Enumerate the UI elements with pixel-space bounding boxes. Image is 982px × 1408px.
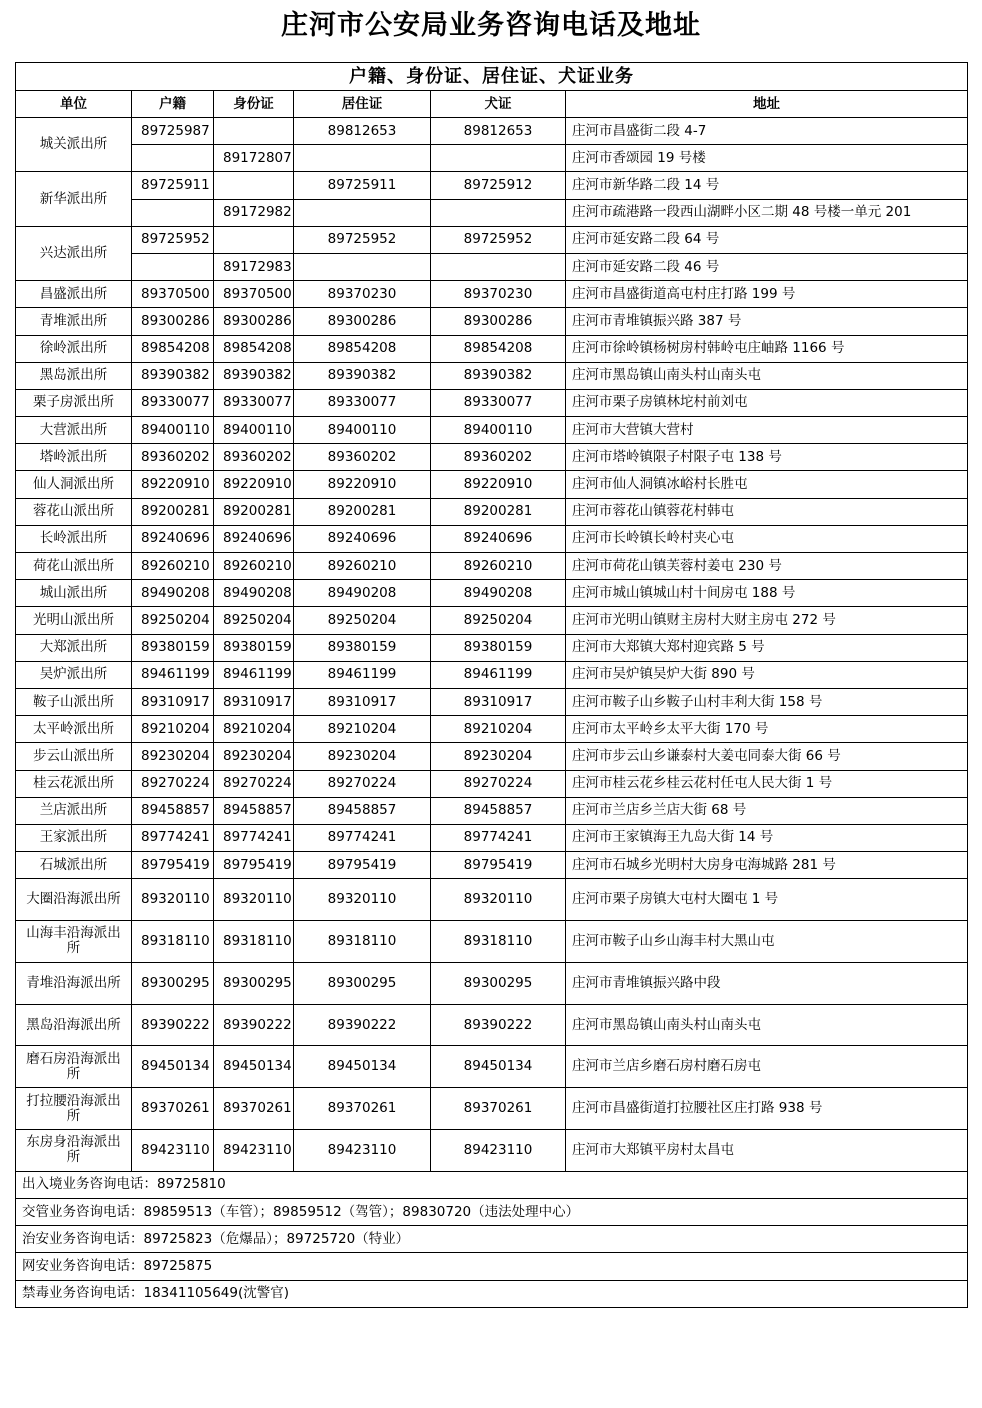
cell-residence-permit: 89220910 — [294, 471, 431, 498]
table-row — [16, 1046, 968, 1088]
cell-id-card: 89370500 — [214, 281, 294, 308]
cell-residence-permit: 89240696 — [294, 525, 431, 552]
cell-unit: 兰店派出所 — [16, 797, 132, 824]
cell-residence-permit — [294, 253, 431, 280]
cell-id-card: 89390382 — [214, 362, 294, 389]
cell-address: 庄河市黑岛镇山南头村山南头屯 — [566, 362, 968, 389]
cell-dog-license: 89423110 — [431, 1130, 566, 1172]
cell-unit: 大营派出所 — [16, 417, 132, 444]
cell-huji: 89725987 — [132, 118, 214, 145]
table-row — [16, 797, 968, 824]
cell-unit: 东房身沿海派出所 — [16, 1130, 132, 1172]
cell-residence-permit — [294, 199, 431, 226]
cell-unit: 光明山派出所 — [16, 607, 132, 634]
table-row — [16, 145, 968, 172]
cell-address: 庄河市大郑镇大郑村迎宾路 5 号 — [566, 634, 968, 661]
cell-id-card: 89200281 — [214, 498, 294, 525]
cell-huji: 89390382 — [132, 362, 214, 389]
cell-address: 庄河市栗子房镇大屯村大圈屯 1 号 — [566, 879, 968, 921]
section-title: 户籍、身份证、居住证、犬证业务 — [16, 63, 968, 91]
column-header-row — [16, 91, 968, 118]
cell-dog-license: 89300286 — [431, 308, 566, 335]
cell-residence-permit: 89774241 — [294, 824, 431, 851]
table-row — [16, 553, 968, 580]
cell-residence-permit: 89450134 — [294, 1046, 431, 1088]
table-row — [16, 281, 968, 308]
cell-residence-permit: 89812653 — [294, 118, 431, 145]
cell-residence-permit — [294, 145, 431, 172]
cell-dog-license: 89318110 — [431, 921, 566, 963]
cell-address: 庄河市荷花山镇芙蓉村姜屯 230 号 — [566, 553, 968, 580]
cell-id-card: 89260210 — [214, 553, 294, 580]
cell-unit: 仙人洞派出所 — [16, 471, 132, 498]
table-row — [16, 580, 968, 607]
cell-residence-permit: 89370230 — [294, 281, 431, 308]
cell-dog-license — [431, 199, 566, 226]
cell-dog-license: 89795419 — [431, 852, 566, 879]
table-row — [16, 921, 968, 963]
cell-huji: 89423110 — [132, 1130, 214, 1172]
table-row — [16, 1004, 968, 1046]
cell-residence-permit: 89270224 — [294, 770, 431, 797]
cell-address: 庄河市鞍子山乡鞍子山村丰利大街 158 号 — [566, 688, 968, 715]
cell-id-card: 89320110 — [214, 879, 294, 921]
footer-row — [16, 1280, 968, 1307]
cell-address: 庄河市青堆镇振兴路中段 — [566, 962, 968, 1004]
cell-id-card: 89210204 — [214, 716, 294, 743]
cell-dog-license: 89240696 — [431, 525, 566, 552]
column-header-id-card: 身份证 — [214, 91, 294, 118]
cell-id-card: 89300295 — [214, 962, 294, 1004]
cell-huji: 89725911 — [132, 172, 214, 199]
table-row — [16, 607, 968, 634]
footer-text: 交管业务咨询电话：89859513（车管）；89859512（驾管）；89830720（违法处理中心） — [16, 1199, 968, 1226]
cell-residence-permit: 89390382 — [294, 362, 431, 389]
cell-residence-permit: 89854208 — [294, 335, 431, 362]
cell-huji: 89310917 — [132, 688, 214, 715]
cell-unit: 荷花山派出所 — [16, 553, 132, 580]
cell-dog-license: 89370230 — [431, 281, 566, 308]
cell-address: 庄河市城山镇城山村十间房屯 188 号 — [566, 580, 968, 607]
cell-address: 庄河市兰店乡磨石房村磨石房屯 — [566, 1046, 968, 1088]
cell-residence-permit: 89423110 — [294, 1130, 431, 1172]
table-row — [16, 1088, 968, 1130]
table-row — [16, 824, 968, 851]
section-header-row — [16, 63, 968, 91]
cell-residence-permit: 89318110 — [294, 921, 431, 963]
cell-residence-permit: 89320110 — [294, 879, 431, 921]
cell-huji: 89230204 — [132, 743, 214, 770]
cell-id-card: 89172982 — [214, 199, 294, 226]
table-row — [16, 498, 968, 525]
cell-dog-license: 89400110 — [431, 417, 566, 444]
cell-address: 庄河市昌盛街道打拉腰社区庄打路 938 号 — [566, 1088, 968, 1130]
cell-huji: 89360202 — [132, 444, 214, 471]
cell-id-card: 89330077 — [214, 389, 294, 416]
cell-residence-permit: 89300295 — [294, 962, 431, 1004]
cell-id-card — [214, 118, 294, 145]
cell-unit: 步云山派出所 — [16, 743, 132, 770]
cell-id-card: 89795419 — [214, 852, 294, 879]
cell-id-card: 89220910 — [214, 471, 294, 498]
cell-unit: 大圈沿海派出所 — [16, 879, 132, 921]
footer-text: 网安业务咨询电话：89725875 — [16, 1253, 968, 1280]
cell-id-card: 89450134 — [214, 1046, 294, 1088]
cell-unit: 塔岭派出所 — [16, 444, 132, 471]
cell-residence-permit: 89400110 — [294, 417, 431, 444]
cell-address: 庄河市疏港路一段西山湖畔小区二期 48 号楼一单元 201 — [566, 199, 968, 226]
cell-id-card: 89172983 — [214, 253, 294, 280]
cell-id-card: 89230204 — [214, 743, 294, 770]
table-row — [16, 525, 968, 552]
cell-dog-license: 89220910 — [431, 471, 566, 498]
cell-unit: 昌盛派出所 — [16, 281, 132, 308]
cell-residence-permit: 89210204 — [294, 716, 431, 743]
cell-residence-permit: 89330077 — [294, 389, 431, 416]
cell-dog-license: 89390222 — [431, 1004, 566, 1046]
cell-residence-permit: 89490208 — [294, 580, 431, 607]
cell-huji: 89490208 — [132, 580, 214, 607]
table-row — [16, 661, 968, 688]
column-header-huji: 户籍 — [132, 91, 214, 118]
cell-unit: 长岭派出所 — [16, 525, 132, 552]
cell-residence-permit: 89230204 — [294, 743, 431, 770]
cell-address: 庄河市青堆镇振兴路 387 号 — [566, 308, 968, 335]
cell-huji: 89220910 — [132, 471, 214, 498]
table-row — [16, 199, 968, 226]
table-row — [16, 389, 968, 416]
cell-residence-permit: 89725911 — [294, 172, 431, 199]
cell-id-card: 89461199 — [214, 661, 294, 688]
cell-address: 庄河市大营镇大营村 — [566, 417, 968, 444]
cell-address: 庄河市长岭镇长岭村夹心屯 — [566, 525, 968, 552]
cell-id-card: 89490208 — [214, 580, 294, 607]
cell-id-card: 89370261 — [214, 1088, 294, 1130]
table-row — [16, 471, 968, 498]
cell-huji: 89854208 — [132, 335, 214, 362]
cell-address: 庄河市延安路二段 64 号 — [566, 226, 968, 253]
cell-address: 庄河市延安路二段 46 号 — [566, 253, 968, 280]
cell-id-card: 89318110 — [214, 921, 294, 963]
cell-unit: 新华派出所 — [16, 172, 132, 226]
cell-huji — [132, 145, 214, 172]
column-header-address: 地址 — [566, 91, 968, 118]
cell-address: 庄河市太平岭乡太平大街 170 号 — [566, 716, 968, 743]
cell-huji — [132, 253, 214, 280]
cell-huji: 89260210 — [132, 553, 214, 580]
cell-unit: 鞍子山派出所 — [16, 688, 132, 715]
cell-address: 庄河市香颂园 19 号楼 — [566, 145, 968, 172]
cell-dog-license: 89360202 — [431, 444, 566, 471]
cell-huji: 89330077 — [132, 389, 214, 416]
table-row — [16, 118, 968, 145]
cell-huji: 89320110 — [132, 879, 214, 921]
cell-id-card: 89360202 — [214, 444, 294, 471]
cell-unit: 石城派出所 — [16, 852, 132, 879]
cell-huji: 89461199 — [132, 661, 214, 688]
cell-unit: 太平岭派出所 — [16, 716, 132, 743]
cell-huji: 89270224 — [132, 770, 214, 797]
table-row — [16, 716, 968, 743]
cell-huji: 89300286 — [132, 308, 214, 335]
cell-huji: 89300295 — [132, 962, 214, 1004]
cell-unit: 黑岛沿海派出所 — [16, 1004, 132, 1046]
cell-id-card: 89172807 — [214, 145, 294, 172]
cell-dog-license: 89490208 — [431, 580, 566, 607]
cell-residence-permit: 89310917 — [294, 688, 431, 715]
table-row — [16, 634, 968, 661]
cell-address: 庄河市黑岛镇山南头村山南头屯 — [566, 1004, 968, 1046]
table-row — [16, 362, 968, 389]
footer-text: 治安业务咨询电话：89725823（危爆品）；89725720（特业） — [16, 1226, 968, 1253]
footer-row — [16, 1171, 968, 1198]
cell-huji: 89200281 — [132, 498, 214, 525]
cell-id-card: 89270224 — [214, 770, 294, 797]
cell-address: 庄河市鞍子山乡山海丰村大黑山屯 — [566, 921, 968, 963]
cell-dog-license: 89250204 — [431, 607, 566, 634]
cell-huji: 89380159 — [132, 634, 214, 661]
cell-dog-license: 89390382 — [431, 362, 566, 389]
cell-huji: 89458857 — [132, 797, 214, 824]
cell-dog-license: 89725912 — [431, 172, 566, 199]
cell-unit: 山海丰沿海派出所 — [16, 921, 132, 963]
cell-residence-permit: 89250204 — [294, 607, 431, 634]
table-row — [16, 417, 968, 444]
cell-huji: 89725952 — [132, 226, 214, 253]
cell-dog-license: 89725952 — [431, 226, 566, 253]
cell-huji: 89210204 — [132, 716, 214, 743]
cell-id-card: 89458857 — [214, 797, 294, 824]
cell-dog-license: 89320110 — [431, 879, 566, 921]
cell-dog-license: 89370261 — [431, 1088, 566, 1130]
column-header-unit: 单位 — [16, 91, 132, 118]
cell-unit: 磨石房沿海派出所 — [16, 1046, 132, 1088]
column-header-residence-permit: 居住证 — [294, 91, 431, 118]
cell-address: 庄河市兰店乡兰店大街 68 号 — [566, 797, 968, 824]
table-row — [16, 226, 968, 253]
table-row — [16, 688, 968, 715]
page-title: 庄河市公安局业务咨询电话及地址 — [281, 10, 701, 41]
cell-id-card: 89400110 — [214, 417, 294, 444]
cell-huji: 89318110 — [132, 921, 214, 963]
table-row — [16, 335, 968, 362]
cell-address: 庄河市昌盛街道高屯村庄打路 199 号 — [566, 281, 968, 308]
table-row — [16, 962, 968, 1004]
table-row — [16, 879, 968, 921]
cell-address: 庄河市大郑镇平房村太昌屯 — [566, 1130, 968, 1172]
cell-dog-license — [431, 253, 566, 280]
table-row — [16, 1130, 968, 1172]
cell-residence-permit: 89300286 — [294, 308, 431, 335]
cell-huji: 89400110 — [132, 417, 214, 444]
cell-id-card: 89390222 — [214, 1004, 294, 1046]
cell-unit: 大郑派出所 — [16, 634, 132, 661]
footer-row — [16, 1253, 968, 1280]
cell-dog-license: 89330077 — [431, 389, 566, 416]
cell-id-card: 89300286 — [214, 308, 294, 335]
cell-id-card — [214, 172, 294, 199]
cell-unit: 兴达派出所 — [16, 226, 132, 280]
cell-dog-license — [431, 145, 566, 172]
cell-dog-license: 89812653 — [431, 118, 566, 145]
cell-residence-permit: 89390222 — [294, 1004, 431, 1046]
table-row — [16, 770, 968, 797]
cell-unit: 王家派出所 — [16, 824, 132, 851]
table-row — [16, 852, 968, 879]
cell-address: 庄河市步云山乡谦泰村大姜屯同泰大街 66 号 — [566, 743, 968, 770]
cell-unit: 黑岛派出所 — [16, 362, 132, 389]
cell-dog-license: 89310917 — [431, 688, 566, 715]
cell-dog-license: 89854208 — [431, 335, 566, 362]
cell-id-card: 89774241 — [214, 824, 294, 851]
cell-dog-license: 89210204 — [431, 716, 566, 743]
cell-huji: 89370500 — [132, 281, 214, 308]
cell-unit: 城关派出所 — [16, 118, 132, 172]
cell-dog-license: 89200281 — [431, 498, 566, 525]
cell-id-card: 89240696 — [214, 525, 294, 552]
cell-id-card: 89380159 — [214, 634, 294, 661]
cell-residence-permit: 89200281 — [294, 498, 431, 525]
cell-huji: 89250204 — [132, 607, 214, 634]
cell-residence-permit: 89380159 — [294, 634, 431, 661]
cell-id-card: 89854208 — [214, 335, 294, 362]
cell-residence-permit: 89795419 — [294, 852, 431, 879]
cell-id-card: 89250204 — [214, 607, 294, 634]
cell-huji — [132, 199, 214, 226]
cell-residence-permit: 89458857 — [294, 797, 431, 824]
cell-residence-permit: 89461199 — [294, 661, 431, 688]
cell-huji: 89450134 — [132, 1046, 214, 1088]
column-header-dog-license: 犬证 — [431, 91, 566, 118]
table-row — [16, 308, 968, 335]
cell-address: 庄河市昌盛街二段 4-7 — [566, 118, 968, 145]
cell-unit: 青堆派出所 — [16, 308, 132, 335]
cell-dog-license: 89774241 — [431, 824, 566, 851]
cell-unit: 吴炉派出所 — [16, 661, 132, 688]
cell-huji: 89390222 — [132, 1004, 214, 1046]
cell-unit: 打拉腰沿海派出所 — [16, 1088, 132, 1130]
cell-address: 庄河市吴炉镇吴炉大街 890 号 — [566, 661, 968, 688]
cell-dog-license: 89270224 — [431, 770, 566, 797]
cell-residence-permit: 89725952 — [294, 226, 431, 253]
cell-huji: 89240696 — [132, 525, 214, 552]
cell-dog-license: 89450134 — [431, 1046, 566, 1088]
cell-dog-license: 89300295 — [431, 962, 566, 1004]
cell-address: 庄河市蓉花山镇蓉花村韩屯 — [566, 498, 968, 525]
cell-huji: 89795419 — [132, 852, 214, 879]
cell-huji: 89774241 — [132, 824, 214, 851]
cell-unit: 徐岭派出所 — [16, 335, 132, 362]
footer-text: 禁毒业务咨询电话：18341105649(沈警官) — [16, 1280, 968, 1307]
table-row — [16, 444, 968, 471]
cell-dog-license: 89230204 — [431, 743, 566, 770]
cell-dog-license: 89260210 — [431, 553, 566, 580]
cell-id-card — [214, 226, 294, 253]
cell-address: 庄河市新华路二段 14 号 — [566, 172, 968, 199]
table-row — [16, 743, 968, 770]
cell-unit: 蓉花山派出所 — [16, 498, 132, 525]
table-row — [16, 172, 968, 199]
cell-huji: 89370261 — [132, 1088, 214, 1130]
table-row — [16, 253, 968, 280]
cell-address: 庄河市塔岭镇限子村限子屯 138 号 — [566, 444, 968, 471]
cell-residence-permit: 89370261 — [294, 1088, 431, 1130]
footer-text: 出入境业务咨询电话：89725810 — [16, 1171, 968, 1198]
cell-address: 庄河市桂云花乡桂云花村任屯人民大街 1 号 — [566, 770, 968, 797]
footer-row — [16, 1226, 968, 1253]
cell-unit: 城山派出所 — [16, 580, 132, 607]
cell-unit: 青堆沿海派出所 — [16, 962, 132, 1004]
cell-unit: 桂云花派出所 — [16, 770, 132, 797]
cell-id-card: 89423110 — [214, 1130, 294, 1172]
cell-address: 庄河市栗子房镇林坨村前刘屯 — [566, 389, 968, 416]
cell-address: 庄河市徐岭镇杨树房村韩岭屯庄岫路 1166 号 — [566, 335, 968, 362]
footer-row — [16, 1199, 968, 1226]
contact-table — [15, 62, 968, 1308]
cell-residence-permit: 89360202 — [294, 444, 431, 471]
cell-address: 庄河市王家镇海王九岛大街 14 号 — [566, 824, 968, 851]
cell-dog-license: 89461199 — [431, 661, 566, 688]
cell-residence-permit: 89260210 — [294, 553, 431, 580]
cell-unit: 栗子房派出所 — [16, 389, 132, 416]
cell-address: 庄河市仙人洞镇冰峪村长胜屯 — [566, 471, 968, 498]
cell-address: 庄河市石城乡光明村大房身屯海城路 281 号 — [566, 852, 968, 879]
cell-dog-license: 89458857 — [431, 797, 566, 824]
cell-dog-license: 89380159 — [431, 634, 566, 661]
cell-id-card: 89310917 — [214, 688, 294, 715]
cell-address: 庄河市光明山镇财主房村大财主房屯 272 号 — [566, 607, 968, 634]
